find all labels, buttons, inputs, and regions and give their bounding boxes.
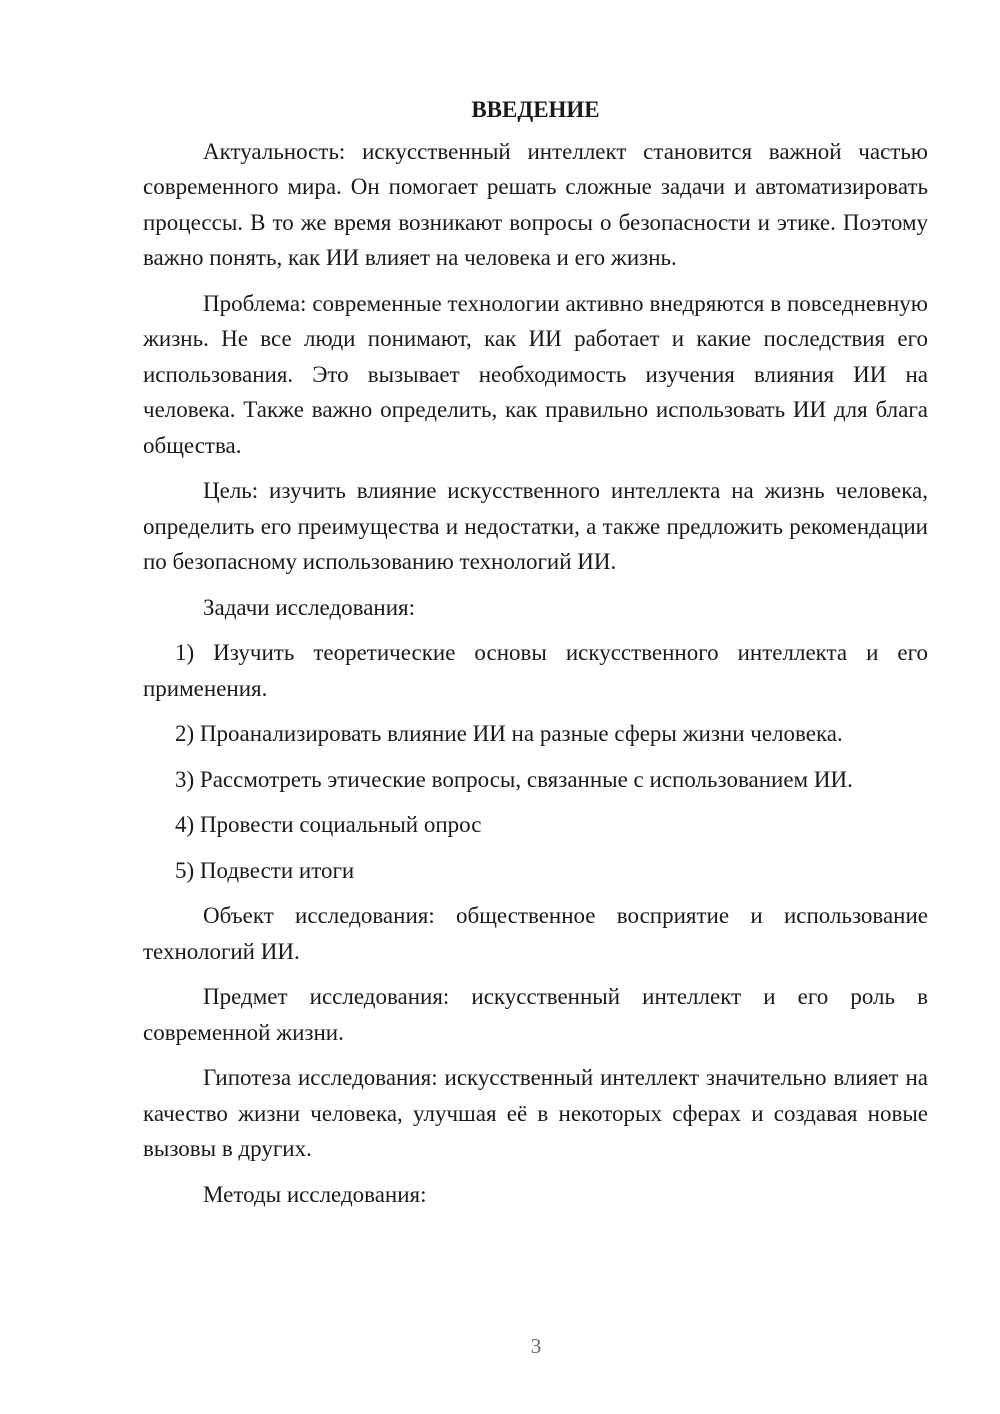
methods-heading: Методы исследования:: [203, 1181, 427, 1207]
goal-paragraph: Цель: изучить влияние искусственного интеллекта на жизнь человека, определить его преимущества и недостатки, а также предложить рекомендации по безопасному использованию технологий ИИ.: [143, 478, 928, 574]
subject-paragraph: Предмет исследования: искусственный интеллект и его роль в современной жизни.: [143, 984, 928, 1045]
task-item: 5) Подвести итоги: [175, 857, 355, 883]
page-number: 3: [530, 1334, 542, 1358]
section-title: ВВЕДЕНИЕ: [471, 97, 600, 122]
problem-paragraph: Проблема: современные технологии активно внедряются в повседневную жизнь. Не все люди понимают, как ИИ работает и какие последствия его использования. Это вызывает необходимость изучения влияния ИИ на человека. Также важно определить, как правильно использовать ИИ для блага общества.: [143, 290, 928, 458]
hypothesis-paragraph: Гипотеза исследования: искусственный интеллект значительно влияет на качество жизни человека, улучшая её в некоторых сферах и создавая новые вызовы в других.: [143, 1065, 928, 1161]
task-item: 1) Изучить теоретические основы искусственного интеллекта и его применения.: [143, 640, 928, 701]
page-content: [143, 92, 928, 1222]
task-item: 4) Провести социальный опрос: [175, 812, 482, 837]
relevance-paragraph: Актуальность: искусственный интеллект становится важной частью современного мира. Он помогает решать сложные задачи и автоматизировать процессы. В то же время возникают вопросы о безопасности и этике. Поэтому важно понять, как ИИ влияет на человека и его жизнь.: [143, 138, 928, 270]
object-paragraph: Объект исследования: общественное восприятие и использование технологий ИИ.: [143, 903, 928, 964]
task-item: 2) Проанализировать влияние ИИ на разные сферы жизни человека.: [175, 721, 843, 746]
tasks-heading: Задачи исследования:: [203, 594, 416, 620]
task-item: 3) Рассмотреть этические вопросы, связанные с использованием ИИ.: [175, 766, 853, 792]
page-number-container: [0, 1334, 1000, 1359]
